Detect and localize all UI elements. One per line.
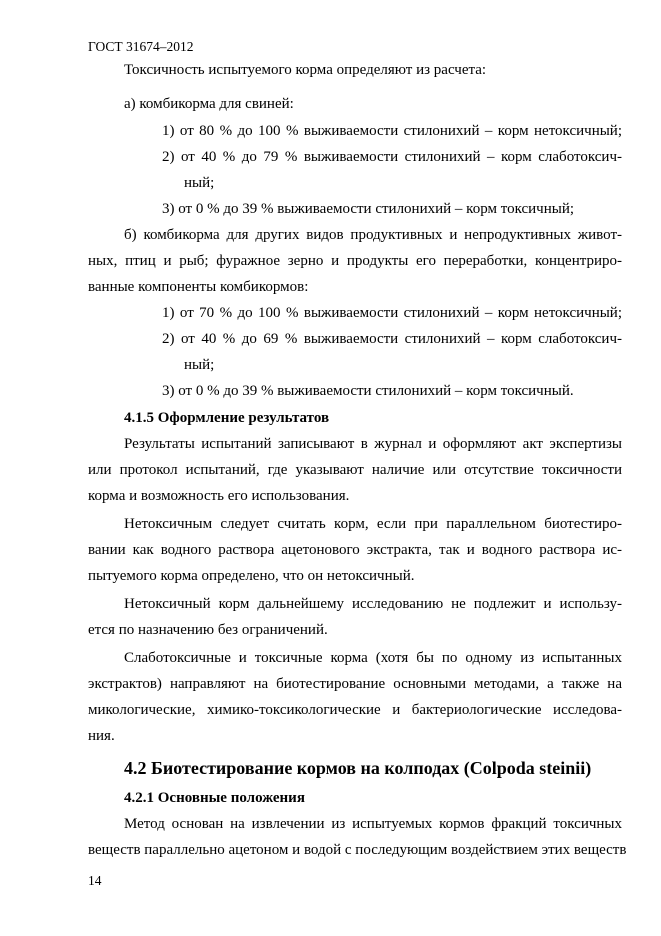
paragraph-line: Нетоксичный корм дальнейшему исследованию не подлежит и использу- <box>124 596 622 612</box>
paragraph-line: вании как водного раствора ацетонового экстракта, так и водного раствора ис- <box>88 542 622 558</box>
section-heading: 4.1.5 Оформление результатов <box>124 410 330 426</box>
paragraph-line: б) комбикорма для других видов продуктивных и непродуктивных живот- <box>124 227 622 243</box>
subsection-title: 4.2 Биотестирование кормов на колподах (Colpoda steinii) <box>124 758 592 778</box>
section-heading: 4.2.1 Основные положения <box>124 790 305 806</box>
paragraph-line: экстрактов) направляют на биотестирование основными методами, а также на <box>88 676 622 692</box>
paragraph-line: Метод основан на извлечении из испытуемых кормов фракций токсичных <box>124 816 622 832</box>
paragraph-line: пытуемого корма определено, что он нетоксичный. <box>88 568 415 584</box>
list-item: ный; <box>184 357 215 373</box>
paragraph-line: ванные компоненты комбикормов: <box>88 279 309 295</box>
page-number: 14 <box>88 873 102 888</box>
running-header: ГОСТ 31674–2012 <box>88 39 194 54</box>
list-item: 3) от 0 % до 39 % выживаемости стилонихий – корм токсичный. <box>162 383 574 399</box>
paragraph-line: Результаты испытаний записывают в журнал и оформляют акт экспертизы <box>124 436 622 452</box>
paragraph-line: веществ параллельно ацетоном и водой с последующим воздействием этих веществ <box>88 842 627 858</box>
paragraph-line: ния. <box>88 728 115 744</box>
list-item: 3) от 0 % до 39 % выживаемости стилонихий – корм токсичный; <box>162 201 575 217</box>
list-item: ный; <box>184 175 215 191</box>
paragraph-line: Токсичность испытуемого корма определяют из расчета: <box>124 62 487 78</box>
paragraph-line: ных, птиц и рыб; фуражное зерно и продукты его переработки, концентриро- <box>88 253 622 269</box>
paragraph-line: Слаботоксичные и токсичные корма (хотя бы по одному из испытанных <box>124 650 622 666</box>
list-item: 2) от 40 % до 69 % выживаемости стилонихий – корм слаботоксич- <box>162 331 622 347</box>
paragraph-line: или протокол испытаний, где указывают наличие или отсутствие токсичности <box>88 462 622 478</box>
list-item: 2) от 40 % до 79 % выживаемости стилонихий – корм слаботоксич- <box>162 149 622 165</box>
paragraph-line: Нетоксичным следует считать корм, если при параллельном биотестиро- <box>124 516 622 532</box>
list-item: а) комбикорма для свиней: <box>124 96 294 112</box>
paragraph-line: микологические, химико-токсикологические и бактериологические исследова- <box>88 702 622 718</box>
list-item: 1) от 80 % до 100 % выживаемости стилонихий – корм нетоксичный; <box>162 123 622 139</box>
paragraph-line: корма и возможность его использования. <box>88 488 350 504</box>
list-item: 1) от 70 % до 100 % выживаемости стилонихий – корм нетоксичный; <box>162 305 622 321</box>
paragraph-line: ется по назначению без ограничений. <box>88 622 328 638</box>
